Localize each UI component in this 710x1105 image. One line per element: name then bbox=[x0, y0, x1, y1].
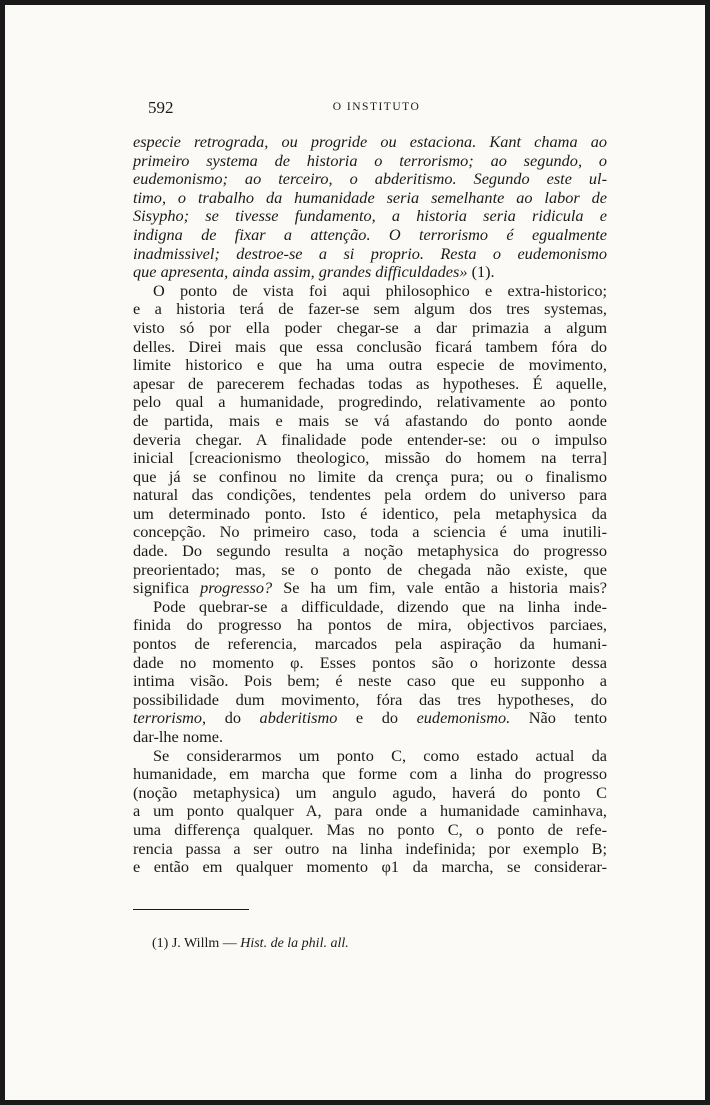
text-line bbox=[133, 468, 607, 487]
text-segment: um determinado ponto. Isto é identico, pela metaphysica da bbox=[133, 503, 607, 523]
text-segment: uma differença qualquer. Mas no ponto C, o ponto de refe- bbox=[133, 819, 607, 839]
text-segment: (noção metaphysica) um angulo agudo, haverá do ponto C bbox=[133, 782, 607, 802]
text-segment: significa bbox=[133, 578, 201, 598]
text-line bbox=[133, 709, 607, 728]
text-segment: e do bbox=[337, 708, 417, 728]
text-segment: Pode quebrar-se a difficuldade, dizendo que na linha inde- bbox=[153, 596, 607, 616]
text-segment: do bbox=[206, 708, 260, 728]
text-segment: dade no momento φ. Esses pontos são o horizonte dessa bbox=[133, 652, 607, 672]
text-segment: (1). bbox=[467, 262, 495, 282]
text-line bbox=[133, 672, 607, 691]
text-segment: e a historia terá de fazer-se sem algum dos tres systemas, bbox=[133, 299, 607, 319]
text-line bbox=[133, 728, 607, 747]
text-line bbox=[133, 542, 607, 561]
footnote-title: Hist. de la phil. all. bbox=[240, 936, 349, 951]
text-line bbox=[133, 412, 607, 431]
text-segment: limite historico e que ha uma outra especie de movimento, bbox=[133, 355, 607, 375]
text-segment: Se ha um fim, vale então a historia mais? bbox=[272, 578, 607, 598]
text-line bbox=[133, 375, 607, 394]
text-line bbox=[133, 393, 607, 412]
text-segment: que apresenta, ainda assim, grandes difficuldades» bbox=[133, 262, 468, 282]
text-segment: especie retrograda, ou progride ou estaciona. Kant chama ao bbox=[133, 132, 607, 151]
text-segment: a um ponto qualquer A, para onde a humanidade caminhava, bbox=[133, 801, 607, 821]
text-line bbox=[133, 300, 607, 319]
text-line bbox=[133, 691, 607, 710]
text-line bbox=[133, 486, 607, 505]
text-line bbox=[133, 152, 607, 171]
text-segment: dade. Do segundo resulta a noção metaphysica do progresso bbox=[133, 541, 607, 561]
text-line bbox=[133, 802, 607, 821]
text-segment: pelo qual a humanidade, progredindo, relativamente ao ponto bbox=[133, 392, 607, 412]
text-segment: pontos de referencia, marcados pela aspiração da humani- bbox=[133, 634, 607, 654]
text-segment: timo, o trabalho da humanidade seria semelhante ao labor de bbox=[133, 187, 607, 207]
text-segment: apesar de parecerem fechadas todas as hypotheses. É aquelle, bbox=[133, 373, 607, 393]
text-line bbox=[133, 226, 607, 245]
text-segment: humanidade, em marcha que forme com a linha do progresso bbox=[133, 764, 607, 784]
text-line bbox=[133, 263, 607, 282]
text-segment: intima visão. Pois bem; é neste caso que eu supponho a bbox=[133, 671, 607, 691]
text-line bbox=[133, 635, 607, 654]
text-segment: deveria chegar. A finalidade pode entender-se: ou o impulso bbox=[133, 429, 607, 449]
text-line bbox=[133, 840, 607, 859]
text-segment: Não tento bbox=[510, 708, 607, 728]
text-line bbox=[133, 821, 607, 840]
text-line bbox=[133, 523, 607, 542]
text-segment: possibilidade dum movimento, fóra das tres hypotheses, do bbox=[133, 689, 607, 709]
book-page bbox=[5, 5, 705, 1100]
text-segment: natural das condições, tendentes pela ordem do universo para bbox=[133, 485, 607, 505]
footnote bbox=[152, 936, 349, 952]
footnote-rule bbox=[133, 909, 249, 910]
text-segment: e então em qualquer momento φ1 da marcha, se considerar- bbox=[133, 857, 607, 877]
text-line bbox=[133, 858, 607, 877]
text-line bbox=[133, 207, 607, 226]
text-segment: O ponto de vista foi aqui philosophico e extra-historico; bbox=[153, 280, 607, 300]
page-header bbox=[148, 98, 605, 118]
text-segment: inadmissivel; destroe-se a si proprio. Resta o eudemonismo bbox=[133, 243, 607, 263]
text-line bbox=[133, 747, 607, 766]
text-line bbox=[133, 579, 607, 598]
text-line bbox=[133, 338, 607, 357]
text-line bbox=[133, 449, 607, 468]
text-segment: indigna de fixar a attenção. O terrorismo é egualmente bbox=[133, 224, 607, 244]
text-segment: Sisypho; se tivesse fundamento, a historia seria ridicula e bbox=[133, 206, 607, 226]
text-segment: inicial [creacionismo theologico, missão do homem na terra] bbox=[133, 448, 607, 468]
text-segment: abderitismo bbox=[259, 708, 338, 728]
page-number: 592 bbox=[148, 98, 174, 117]
text-segment: Se considerarmos um ponto C, como estado actual da bbox=[153, 745, 607, 765]
text-line bbox=[133, 319, 607, 338]
text-segment: rencia passa a ser outro na linha indefinida; por exemplo B; bbox=[133, 838, 607, 858]
text-segment: eudemonismo. bbox=[416, 708, 511, 728]
body-text bbox=[133, 133, 607, 877]
text-segment: visto só por ella poder chegar-se a dar primazia a algum bbox=[133, 317, 607, 337]
text-segment: dar-lhe nome. bbox=[133, 727, 224, 746]
text-segment: primeiro systema de historia o terrorismo; ao segundo, o bbox=[133, 150, 607, 170]
text-line bbox=[133, 654, 607, 673]
text-line bbox=[133, 431, 607, 450]
text-line bbox=[133, 189, 607, 208]
text-line bbox=[133, 282, 607, 301]
text-line bbox=[133, 245, 607, 264]
text-segment: progresso? bbox=[200, 578, 273, 598]
text-segment: preorientado; mas, se o ponto de chegada não existe, que bbox=[133, 559, 607, 579]
running-title: O INSTITUTO bbox=[332, 101, 421, 113]
text-segment: eudemonismo; ao terceiro, o abderitismo. Segundo este ul- bbox=[133, 169, 607, 189]
text-line bbox=[133, 356, 607, 375]
text-line bbox=[133, 505, 607, 524]
text-line bbox=[133, 784, 607, 803]
text-line bbox=[133, 598, 607, 617]
footnote-marker: (1) J. Willm — bbox=[152, 936, 241, 951]
text-segment: delles. Direi mais que essa conclusão ficará tambem fóra do bbox=[133, 336, 607, 356]
text-line bbox=[133, 561, 607, 580]
text-line bbox=[133, 133, 607, 152]
text-segment: de partida, mais e mais se vá afastando do ponto aonde bbox=[133, 410, 607, 430]
text-line bbox=[133, 170, 607, 189]
text-line bbox=[133, 765, 607, 784]
text-segment: que já se confinou no limite da crença pura; ou o finalismo bbox=[133, 466, 607, 486]
text-line bbox=[133, 616, 607, 635]
text-segment: concepção. No primeiro caso, toda a sciencia é uma inutili- bbox=[133, 522, 607, 542]
text-segment: finida do progresso ha pontos de mira, objectivos parciaes, bbox=[133, 615, 607, 635]
text-segment: terrorismo, bbox=[133, 708, 207, 728]
